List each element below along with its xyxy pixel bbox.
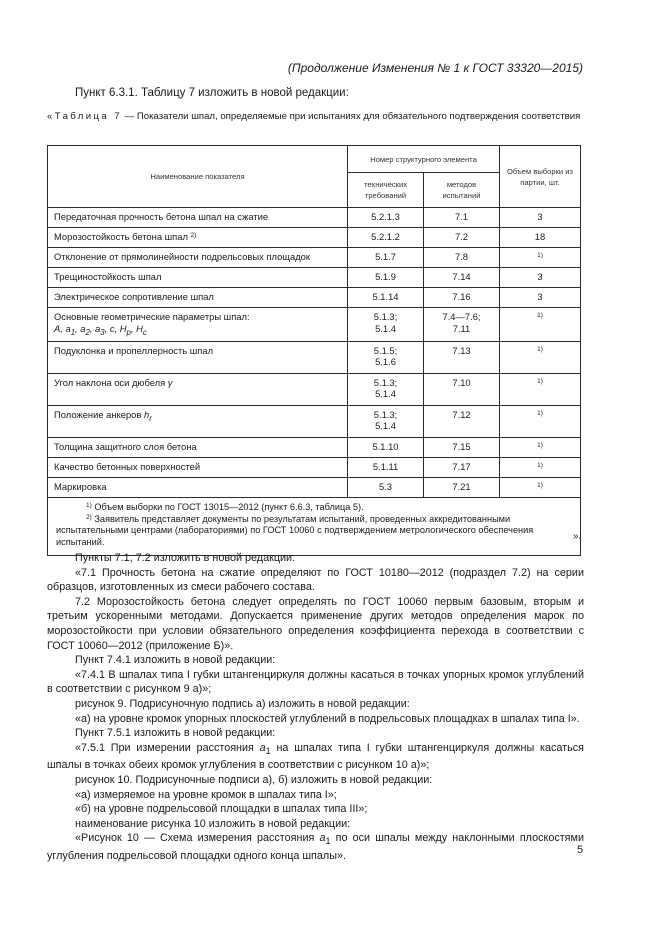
cell-meth-line: 7.11 [452, 322, 471, 334]
table-row [48, 437, 581, 457]
cell-requirements [348, 373, 424, 405]
cell-req-line: 5.1.4 [375, 322, 396, 334]
footnote-mark: 1) [537, 409, 543, 417]
cell-requirements: 5.1.10 [348, 437, 424, 457]
table-row [48, 248, 581, 268]
table-notes [48, 497, 581, 555]
paragraph: рисунок 10. Подрисуночные подписи а), б) изложить в новой редакции: [75, 774, 433, 787]
table-notes-row [48, 497, 581, 555]
cell-methods: 7.10 [424, 373, 500, 405]
paragraph: рисунок 9. Подрисуночную подпись а) изложить в новой редакции: [75, 697, 410, 710]
intro-paragraph: Пункт 6.3.1. Таблицу 7 изложить в новой редакции: [75, 87, 349, 99]
cell-sample: 3 [500, 288, 581, 308]
table-row [48, 373, 581, 405]
subscript: 1 [265, 745, 271, 756]
table-row [48, 208, 581, 228]
footnote-2 [56, 514, 572, 549]
cell-requirements: 5.1.14 [348, 288, 424, 308]
cell-req-line: 5.1.3; [373, 376, 398, 388]
cell-req-line: 5.1.5; [373, 344, 398, 356]
cell-sample [500, 373, 581, 405]
paragraph [47, 741, 584, 773]
cell-methods: 7.12 [424, 405, 500, 437]
table-row [48, 288, 581, 308]
cell-methods: 7.15 [424, 437, 500, 457]
cell-name: Подуклонка и пропеллерность шпал [48, 341, 348, 373]
paragraph: Пункты 7.1, 7.2 изложить в новой редакции: [75, 552, 296, 564]
paragraph: «7.4.1 В шпалах типа I губки штангенциркуля должны касаться в точках упорных кромок углублений в соответствии с рисунком 9 а)»; [47, 668, 584, 696]
header-sample-size: Объем выборки из партии, шт. [500, 146, 581, 208]
cell-methods: 7.1 [424, 208, 500, 228]
cell-meth-line: 7.4—7.6; [442, 311, 481, 322]
paragraph: «а) на уровне кромок упорных плоскостей углублений в подрельсовых площадках в шпалах типа I». [75, 712, 580, 725]
footnote-mark: 1) [537, 345, 543, 353]
cell-sample [500, 341, 581, 373]
paragraph: «7.1 Прочность бетона на сжатие определяют по ГОСТ 10180—2012 (подраздел 7.2) на серии образцов, изготовленных из смеси рабочего состава. [47, 566, 584, 594]
paragraph: 7.2 Морозостойкость бетона следует определять по ГОСТ 10060 первым базовым, вторым и третьим ускоренными методами. Допускается применение других методов определения марок по морозостойкости при условии обязательного определения коэффициента перехода в соответствии с ГОСТ 10060—2012 (приложение Б)». [47, 595, 584, 652]
text-run: на шпалах типа I губки штангенциркуля должны касаться шпалы в точках обеих кромок углубления в соответствии с рисунком 10 а)»; [47, 741, 584, 772]
text-run: «7.5.1 При измерении расстояния [75, 741, 260, 754]
footnote-mark: 1) [537, 461, 543, 469]
footnote-mark: 2) [190, 232, 197, 239]
footnote-text: Заявитель представляет документы по результатам испытаний, проведенных аккредитованными испытательными центрами (лабораториями) по ГОСТ 10060 с подтверждением метрологического обеспечения испытаний. [56, 513, 534, 548]
header-name: Наименование показателя [48, 146, 348, 208]
cell-name: Маркировка [48, 477, 348, 497]
cell-methods: 7.21 [424, 477, 500, 497]
cell-requirements [348, 308, 424, 342]
cell-methods: 7.16 [424, 288, 500, 308]
header-methods: методов испытаний [424, 173, 500, 208]
table-row [48, 268, 581, 288]
cell-requirements [348, 341, 424, 373]
cell-sample: 3 [500, 208, 581, 228]
cell-req-line: 5.1.6 [375, 356, 396, 368]
footnote-text: Объем выборки по ГОСТ 13015—2012 (пункт 6.6.3, таблица 5). [91, 501, 364, 512]
cell-requirements: 5.1.11 [348, 457, 424, 477]
cell-methods: 7.8 [424, 248, 500, 268]
cell-name-text: Основные геометрические параметры шпал: [54, 311, 250, 322]
header-requirements: технических требований [348, 173, 424, 208]
cell-methods [424, 308, 500, 342]
variable: a [259, 741, 266, 754]
cell-sample [500, 437, 581, 457]
cell-sample: 3 [500, 268, 581, 288]
cell-name: Трещиностойкость шпал [48, 268, 348, 288]
cell-req-line: 5.1.4 [375, 420, 396, 432]
footnote-mark: 2) [86, 513, 92, 521]
cell-sample: 18 [500, 228, 581, 248]
cell-methods: 7.2 [424, 228, 500, 248]
text-run: по оси шпалы между наклонными плоскостями углубления подрельсовой площадки одного конца шпалы». [47, 832, 584, 863]
cell-name: Качество бетонных поверхностей [48, 457, 348, 477]
table-caption-label: «Таблица 7 [47, 111, 122, 122]
table-closing-quote: ». [573, 531, 582, 542]
table-caption [47, 111, 587, 124]
cell-requirements: 5.2.1.2 [348, 228, 424, 248]
table-row [48, 308, 581, 342]
footnote-mark: 1) [86, 501, 92, 509]
table-row [48, 341, 581, 373]
cell-name: Электрическое сопротивление шпал [48, 288, 348, 308]
cell-sample [500, 405, 581, 437]
body-text [47, 551, 584, 864]
cell-name: Толщина защитного слоя бетона [48, 437, 348, 457]
cell-name [48, 228, 348, 248]
cell-sample [500, 477, 581, 497]
cell-sample [500, 248, 581, 268]
cell-methods: 7.13 [424, 341, 500, 373]
cell-name: Передаточная прочность бетона шпал на сжатие [48, 208, 348, 228]
cell-name: Положение анкеров $h_r$ [48, 405, 348, 437]
subscript: 1 [325, 836, 331, 847]
header-element-number: Номер структурного элемента [348, 146, 500, 173]
paragraph: «а) измеряемое на уровне кромок в шпалах типа I»; [75, 788, 337, 801]
cell-name: Отклонение от прямолинейности подрельсовых площадок [48, 248, 348, 268]
indicators-table [47, 145, 581, 556]
paragraph [47, 831, 584, 863]
cell-sample [500, 457, 581, 477]
footnote-mark: 1) [537, 312, 543, 319]
paragraph: Пункт 7.4.1 изложить в новой редакции: [75, 654, 276, 667]
table-row [48, 457, 581, 477]
footnote-mark: 1) [537, 441, 543, 449]
cell-name-text: Морозостойкость бетона шпал [54, 231, 188, 242]
cell-methods: 7.17 [424, 457, 500, 477]
table-caption-text: — Показатели шпал, определяемые при испытаниях для обязательного подтверждения соответствия [121, 111, 581, 122]
cell-req-line: 5.1.4 [375, 388, 396, 400]
footnote-mark: 1) [537, 252, 543, 259]
paragraph: Пункт 7.5.1 изложить в новой редакции: [75, 727, 276, 740]
paragraph: «б) на уровне подрельсовой площадки в шпалах типа III»; [75, 803, 368, 816]
text-run: «Рисунок 10 — Схема измерения расстояния [75, 832, 320, 845]
cell-req-line: 5.1.3; [373, 311, 398, 322]
page-number: 5 [577, 844, 584, 856]
cell-requirements: 5.1.7 [348, 248, 424, 268]
cell-requirements: 5.3 [348, 477, 424, 497]
footnote-mark: 1) [537, 377, 543, 385]
cell-name [48, 308, 348, 342]
cell-requirements: 5.2.1.3 [348, 208, 424, 228]
table-row [48, 228, 581, 248]
cell-req-line: 5.1.3; [373, 408, 398, 420]
cell-sample [500, 308, 581, 342]
cell-name: Угол наклона оси дюбеля γ [48, 373, 348, 405]
footnote-1 [56, 502, 572, 514]
table-row [48, 405, 581, 437]
paragraph: наименование рисунка 10 изложить в новой редакции: [75, 817, 351, 830]
cell-requirements [348, 405, 424, 437]
cell-methods: 7.14 [424, 268, 500, 288]
cell-name-params: A, $a_1$, $a_2$, $a_3$, c, $H_p$, $H_c$ [54, 322, 147, 337]
footnote-mark: 1) [537, 481, 543, 489]
page-header: (Продолжение Изменения № 1 к ГОСТ 33320—2015) [287, 61, 583, 75]
cell-requirements: 5.1.9 [348, 268, 424, 288]
table-row [48, 477, 581, 497]
variable: a [319, 832, 326, 845]
